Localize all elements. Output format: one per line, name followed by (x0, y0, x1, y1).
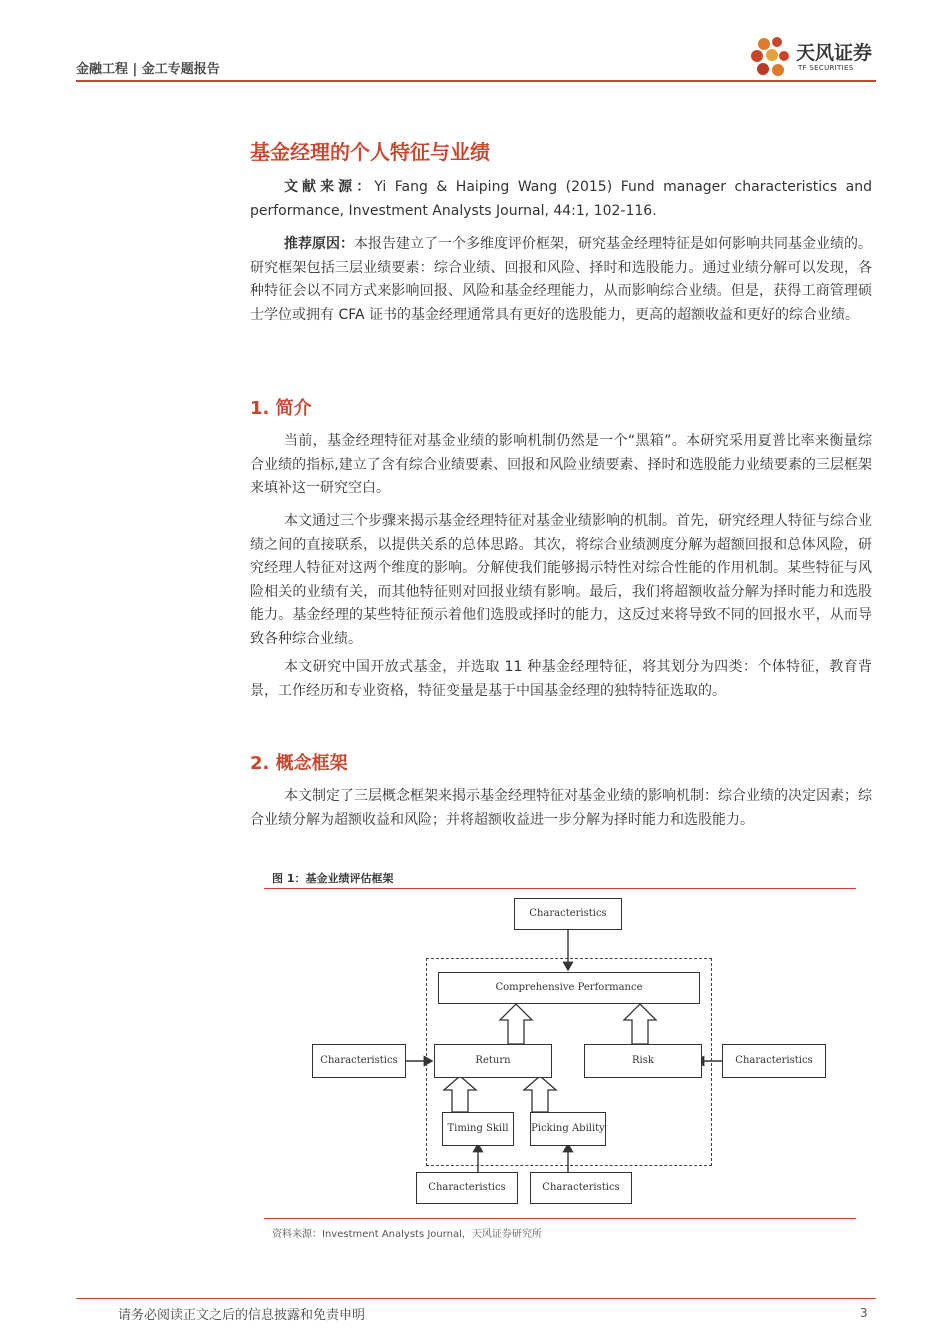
box-risk: Risk (584, 1044, 702, 1078)
logo-subtitle: TF SECURITIES (798, 64, 854, 72)
box-characteristics-right: Characteristics (722, 1044, 826, 1078)
box-return: Return (434, 1044, 552, 1078)
figure-bottom-rule (264, 1218, 856, 1219)
page-number: 3 (860, 1306, 868, 1320)
logo-name: 天风证券 (796, 42, 873, 64)
framework-diagram (300, 892, 840, 1214)
box-picking-ability: Picking Ability (530, 1112, 606, 1146)
logo-flower-icon (748, 34, 794, 80)
figure-top-rule (264, 888, 856, 889)
section-1-paragraph-3: 本文研究中国开放式基金，并选取 11 种基金经理特征，将其划分为四类：个体特征，教育背景，工作经历和专业资格，特征变量是基于中国基金经理的独特特征选取的。 (250, 659, 872, 699)
footer-divider (76, 1298, 876, 1299)
figure-source: 资料来源：Investment Analysts Journal，天风证券研究所 (272, 1229, 542, 1240)
reason-text: 本报告建立了一个多维度评价框架，研究基金经理特征是如何影响共同基金业绩的。研究框架包括三层业绩要素：综合业绩、回报和风险、择时和选股能力。通过业绩分解可以发现，各种特征会以不同方式来影响回报、风险和基金经理能力，从而影响综合业绩。但是，获得工商管理硕士学位或拥有 CFA 证书的基金经理通常具有更好的选股能力，更高的超额收益和更好的综合业绩。 (250, 236, 872, 323)
box-characteristics-bottom-right: Characteristics (530, 1172, 632, 1204)
reason-label: 推荐原因： (284, 236, 354, 252)
article-title: 基金经理的个人特征与业绩 (250, 140, 490, 164)
section-2-title: 2. 概念框架 (250, 753, 348, 774)
source-text: Yi Fang & Haiping Wang (2015) Fund manager characteristics and performance, Investment Analysts Journal, 44:1, 102-116. (250, 179, 872, 219)
figure-title: 图 1：基金业绩评估框架 (272, 872, 394, 885)
reason-paragraph (250, 233, 872, 327)
box-characteristics-left: Characteristics (312, 1044, 406, 1078)
section-2-paragraph-1: 本文制定了三层概念框架来揭示基金经理特征对基金业绩的影响机制：综合业绩的决定因素；综合业绩分解为超额收益和风险；并将超额收益进一步分解为择时能力和选股能力。 (250, 788, 872, 828)
box-characteristics-top: Characteristics (514, 898, 622, 930)
footer-disclaimer: 请务必阅读正文之后的信息披露和免责申明 (118, 1308, 366, 1323)
source-paragraph (250, 176, 872, 223)
header-breadcrumb: 金融工程 | 金工专题报告 (76, 62, 220, 77)
section-1-title: 1. 简介 (250, 398, 312, 419)
section-1-paragraph-1: 当前，基金经理特征对基金业绩的影响机制仍然是一个“黑箱”。本研究采用夏普比率来衡量综合业绩的指标,建立了含有综合业绩要素、回报和风险业绩要素、择时和选股能力业绩要素的三层框架来填补这一研究空白。 (250, 433, 872, 496)
box-characteristics-bottom-left: Characteristics (416, 1172, 518, 1204)
box-timing-skill: Timing Skill (442, 1112, 514, 1146)
header-divider (76, 80, 876, 82)
section-1-paragraph-2: 本文通过三个步骤来揭示基金经理特征对基金业绩影响的机制。首先，研究经理人特征与综合业绩之间的直接联系，以提供关系的总体思路。其次，将综合业绩测度分解为超额回报和总体风险，研究经理人特征对这两个维度的影响。分解使我们能够揭示特性对综合性能的作用机制。某些特征与风险相关的业绩有关，而其他特征则对回报业绩有影响。最后，我们将超额收益分解为择时能力和选股能力。基金经理的某些特征预示着他们选股或择时的能力，这反过来将导致不同的回报水平，从而导致各种综合业绩。 (250, 513, 872, 647)
box-comprehensive-performance: Comprehensive Performance (438, 972, 700, 1004)
source-label: 文献来源： (284, 179, 375, 195)
company-logo (748, 34, 878, 80)
